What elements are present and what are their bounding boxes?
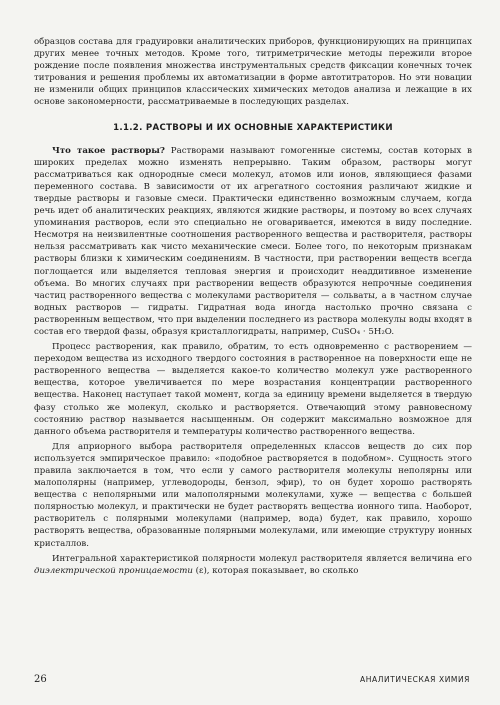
paragraph-solutions-definition [34,145,472,339]
paragraph-text-end: (ε), которая показывает, во сколько [192,565,359,576]
lead-question: Что такое растворы? [52,145,165,156]
paragraph-body: Растворами называют гомогенные системы, состав которых в широких пределах можно изменять непрерывно. Таким образом, растворы могут рассматриваться как однородные смеси молекул, атомов или ионов, являющиеся фазами переменного состава. В зависимости от их агрегатного состояния различают жидкие и твердые растворы и газовые смеси. Практически единственно возможным случаем, когда речь идет об аналитических реакциях, являются жидкие растворы, и поэтому во всех случаях упоминания растворов, если это специально не оговаривается, имеются в виду последние. Несмотря на неизвилентные соотношения растворенного вещества и растворителя, растворы нельзя рассматривать как чисто механические смеси. Более того, по некоторым признакам растворы близки к химическим соединениям. В частности, при растворении веществ всегда поглощается или выделяется тепловая энергия и происходит неаддитивное изменение объема. Во многих случаях при растворении веществ образуются непрочные соединения частиц растворенного вещества с молекулами растворителя — сольваты, а в частном случае водных растворов — гидраты. Гидратная вода иногда настолько прочно связана с растворенным веществом, что при выделении последнего из раствора молекулы воды входят в состав его твердой фазы, образуя кристаллогидраты, например, CuSO₄ · 5H₂O. [34,145,472,337]
paragraph-text-start: Интегральной характеристикой полярности молекул растворителя является величина его [52,553,472,564]
section-title: 1.1.2. РАСТВОРЫ И ИХ ОСНОВНЫЕ ХАРАКТЕРИСТИКИ [113,122,393,133]
running-book-title: АНАЛИТИЧЕСКАЯ ХИМИЯ [360,675,470,684]
page-footer [34,674,470,685]
paragraph-dielectric [34,553,472,577]
paragraph-solvent-rule: Для априорного выбора растворителя определенных классов веществ до сих пор используется эмпирическое правило: «подобное растворяется в подобном». Сущность этого правила заключается в том, что если у самого растворителя молекулы неполярны или малополярны (например, углеводороды, бензол, эфир), то он будет хорошо растворять вещества с неполярными или малополярными молекулами, хуже — вещества с большей полярностью молекул, и практически не будет растворять вещества ионного типа. Наоборот, растворитель с полярными молекулами (например, вода) будет, как правило, хорошо растворять вещества, образованные полярными молекулами, или имеющие структуру ионных кристаллов. [34,441,472,549]
page-number: 26 [34,674,47,685]
italic-term: диэлектрической проницаемости [34,565,193,576]
intro-paragraph: образцов состава для градуировки аналитических приборов, функционирующих на принципах других менее точных методов. Кроме того, титриметрические методы пережили второе рождение после появления множества инструментальных средств фиксации конечных точек титрования и решения проблемы их автоматизации в форме автотитраторов. Но эти новации не изменили общих принципов классических химических методов анализа и лежащие в их основе закономерности, рассматриваемые в последующих разделах. [34,37,472,108]
paragraph-dissolution-process: Процесс растворения, как правило, обратим, то есть одновременно с растворением — переходом вещества из исходного твердого состояния в растворенное на поверхности еще не растворенного вещества — выделяется какое-то количество молекул уже растворенного вещества, которое увеличивается по мере возрастания концентрации растворенного вещества. Наконец наступает такой момент, когда за единицу времени выделяется в твердую фазу столько же молекул, сколько и растворяется. Отвечающий этому равновесному состоянию раствор называется насыщенным. Он содержит максимально возможное для данного объема растворителя и температуры количество растворенного вещества. [34,342,472,437]
